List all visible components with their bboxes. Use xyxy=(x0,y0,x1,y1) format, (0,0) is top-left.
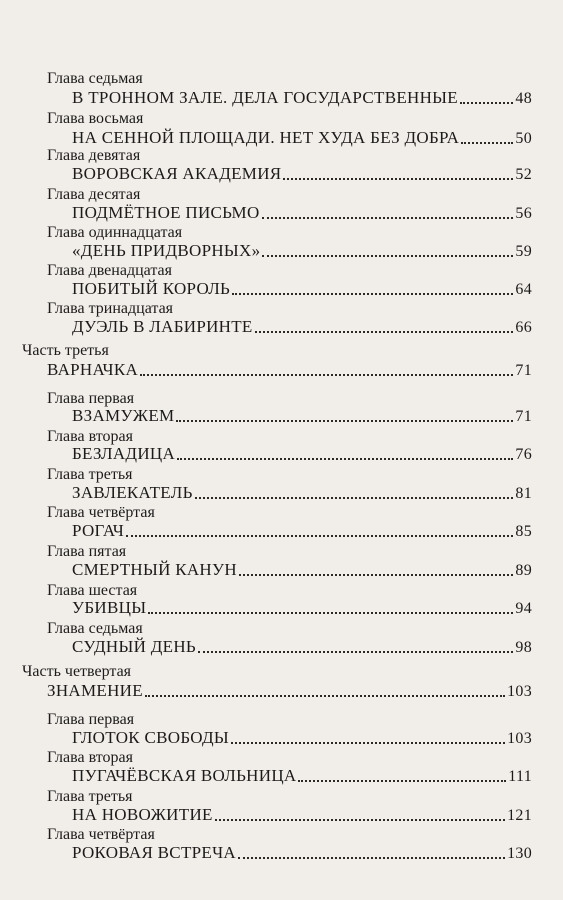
dot-leader xyxy=(298,780,506,782)
dot-leader xyxy=(460,102,513,104)
chapter-label: Глава первая xyxy=(47,711,135,728)
part-title: ЗНАМЕНИЕ xyxy=(47,681,143,700)
page-number: 64 xyxy=(515,281,532,298)
chapter-label: Глава пятая xyxy=(47,543,127,560)
page-number: 89 xyxy=(515,562,532,579)
chapter-label: Глава вторая xyxy=(47,428,133,445)
toc-entry xyxy=(72,164,532,184)
page-number: 103 xyxy=(507,730,532,747)
toc-entry xyxy=(72,560,532,580)
dot-leader xyxy=(177,458,513,460)
toc-entry xyxy=(72,637,532,657)
chapter-title: НА СЕННОЙ ПЛОЩАДИ. НЕТ ХУДА БЕЗ ДОБРА xyxy=(72,128,460,147)
part-label: Часть четвертая xyxy=(22,663,132,680)
toc-entry xyxy=(72,279,532,299)
chapter-title: ПОБИТЫЙ КОРОЛЬ xyxy=(72,279,231,298)
toc-entry xyxy=(72,128,532,148)
toc-entry xyxy=(72,88,532,108)
chapter-label: Глава девятая xyxy=(47,147,141,164)
page-number: 48 xyxy=(515,90,532,107)
chapter-title: РОКОВАЯ ВСТРЕЧА xyxy=(72,843,236,862)
page-number: 130 xyxy=(507,845,532,862)
dot-leader xyxy=(195,497,514,499)
toc-entry xyxy=(72,406,532,426)
page-number: 121 xyxy=(507,807,532,824)
chapter-label: Глава четвёртая xyxy=(47,504,155,521)
page-number: 76 xyxy=(515,446,532,463)
page-number: 71 xyxy=(515,408,532,425)
chapter-label: Глава десятая xyxy=(47,186,141,203)
page-number: 56 xyxy=(515,205,532,222)
chapter-title: ГЛОТОК СВОБОДЫ xyxy=(72,728,230,747)
chapter-label: Глава четвёртая xyxy=(47,826,155,843)
dot-leader xyxy=(145,695,505,697)
chapter-label: Глава третья xyxy=(47,466,133,483)
chapter-title: ДУЭЛЬ В ЛАБИРИНТЕ xyxy=(72,317,253,336)
dot-leader xyxy=(215,819,505,821)
dot-leader xyxy=(238,857,505,859)
toc-entry xyxy=(72,241,532,261)
chapter-label: Глава одиннадцатая xyxy=(47,224,183,241)
dot-leader xyxy=(198,651,513,653)
dot-leader xyxy=(262,217,514,219)
chapter-label: Глава вторая xyxy=(47,749,133,766)
dot-leader xyxy=(148,612,513,614)
dot-leader xyxy=(140,374,513,376)
page-number: 103 xyxy=(507,683,532,700)
toc-entry xyxy=(72,521,532,541)
dot-leader xyxy=(262,255,513,257)
dot-leader xyxy=(461,142,513,144)
page-number: 52 xyxy=(515,166,532,183)
toc-entry xyxy=(72,483,532,503)
page-number: 50 xyxy=(515,130,532,147)
chapter-title: СУДНЫЙ ДЕНЬ xyxy=(72,637,196,656)
page-number: 59 xyxy=(515,243,532,260)
chapter-title: ПУГАЧЁВСКАЯ ВОЛЬНИЦА xyxy=(72,766,297,785)
dot-leader xyxy=(231,742,505,744)
chapter-title: ВОРОВСКАЯ АКАДЕМИЯ xyxy=(72,164,282,183)
page-number: 94 xyxy=(515,600,532,617)
dot-leader xyxy=(176,420,513,422)
toc-entry xyxy=(47,360,532,380)
dot-leader xyxy=(283,178,513,180)
toc-entry xyxy=(72,203,532,223)
chapter-title: РОГАЧ xyxy=(72,521,125,540)
chapter-title: В ТРОННОМ ЗАЛЕ. ДЕЛА ГОСУДАРСТВЕННЫЕ xyxy=(72,88,458,107)
chapter-label: Глава седьмая xyxy=(47,620,143,637)
toc-entry xyxy=(72,728,532,748)
chapter-title: НА НОВОЖИТИЕ xyxy=(72,805,213,824)
chapter-title: БЕЗЛАДИЦА xyxy=(72,444,176,463)
toc-entry xyxy=(72,766,532,786)
chapter-title: СМЕРТНЫЙ КАНУН xyxy=(72,560,237,579)
chapter-title: УБИВЦЫ xyxy=(72,598,147,617)
toc-entry xyxy=(47,681,532,701)
dot-leader xyxy=(239,574,513,576)
toc-entry xyxy=(72,843,532,863)
toc-entry xyxy=(72,805,532,825)
toc-entry xyxy=(72,598,532,618)
page-number: 66 xyxy=(515,319,532,336)
part-label: Часть третья xyxy=(22,342,109,359)
chapter-label: Глава шестая xyxy=(47,582,138,599)
chapter-label: Глава первая xyxy=(47,390,135,407)
page-number: 71 xyxy=(515,362,532,379)
toc-entry xyxy=(72,317,532,337)
chapter-title: ЗАВЛЕКАТЕЛЬ xyxy=(72,483,193,502)
page-number: 98 xyxy=(515,639,532,656)
toc-entry xyxy=(72,444,532,464)
dot-leader xyxy=(255,331,514,333)
dot-leader xyxy=(126,535,513,537)
page-number: 111 xyxy=(508,768,532,785)
chapter-title: «ДЕНЬ ПРИДВОРНЫХ» xyxy=(72,241,261,260)
dot-leader xyxy=(232,293,513,295)
part-title: ВАРНАЧКА xyxy=(47,360,139,379)
chapter-label: Глава седьмая xyxy=(47,70,143,87)
page-number: 85 xyxy=(515,523,532,540)
chapter-label: Глава восьмая xyxy=(47,110,144,127)
chapter-label: Глава двенадцатая xyxy=(47,262,172,279)
chapter-title: ПОДМЁТНОЕ ПИСЬМО xyxy=(72,203,260,222)
chapter-label: Глава третья xyxy=(47,788,133,805)
page-number: 81 xyxy=(515,485,532,502)
chapter-title: ВЗАМУЖЕМ xyxy=(72,406,175,425)
chapter-label: Глава тринадцатая xyxy=(47,300,174,317)
